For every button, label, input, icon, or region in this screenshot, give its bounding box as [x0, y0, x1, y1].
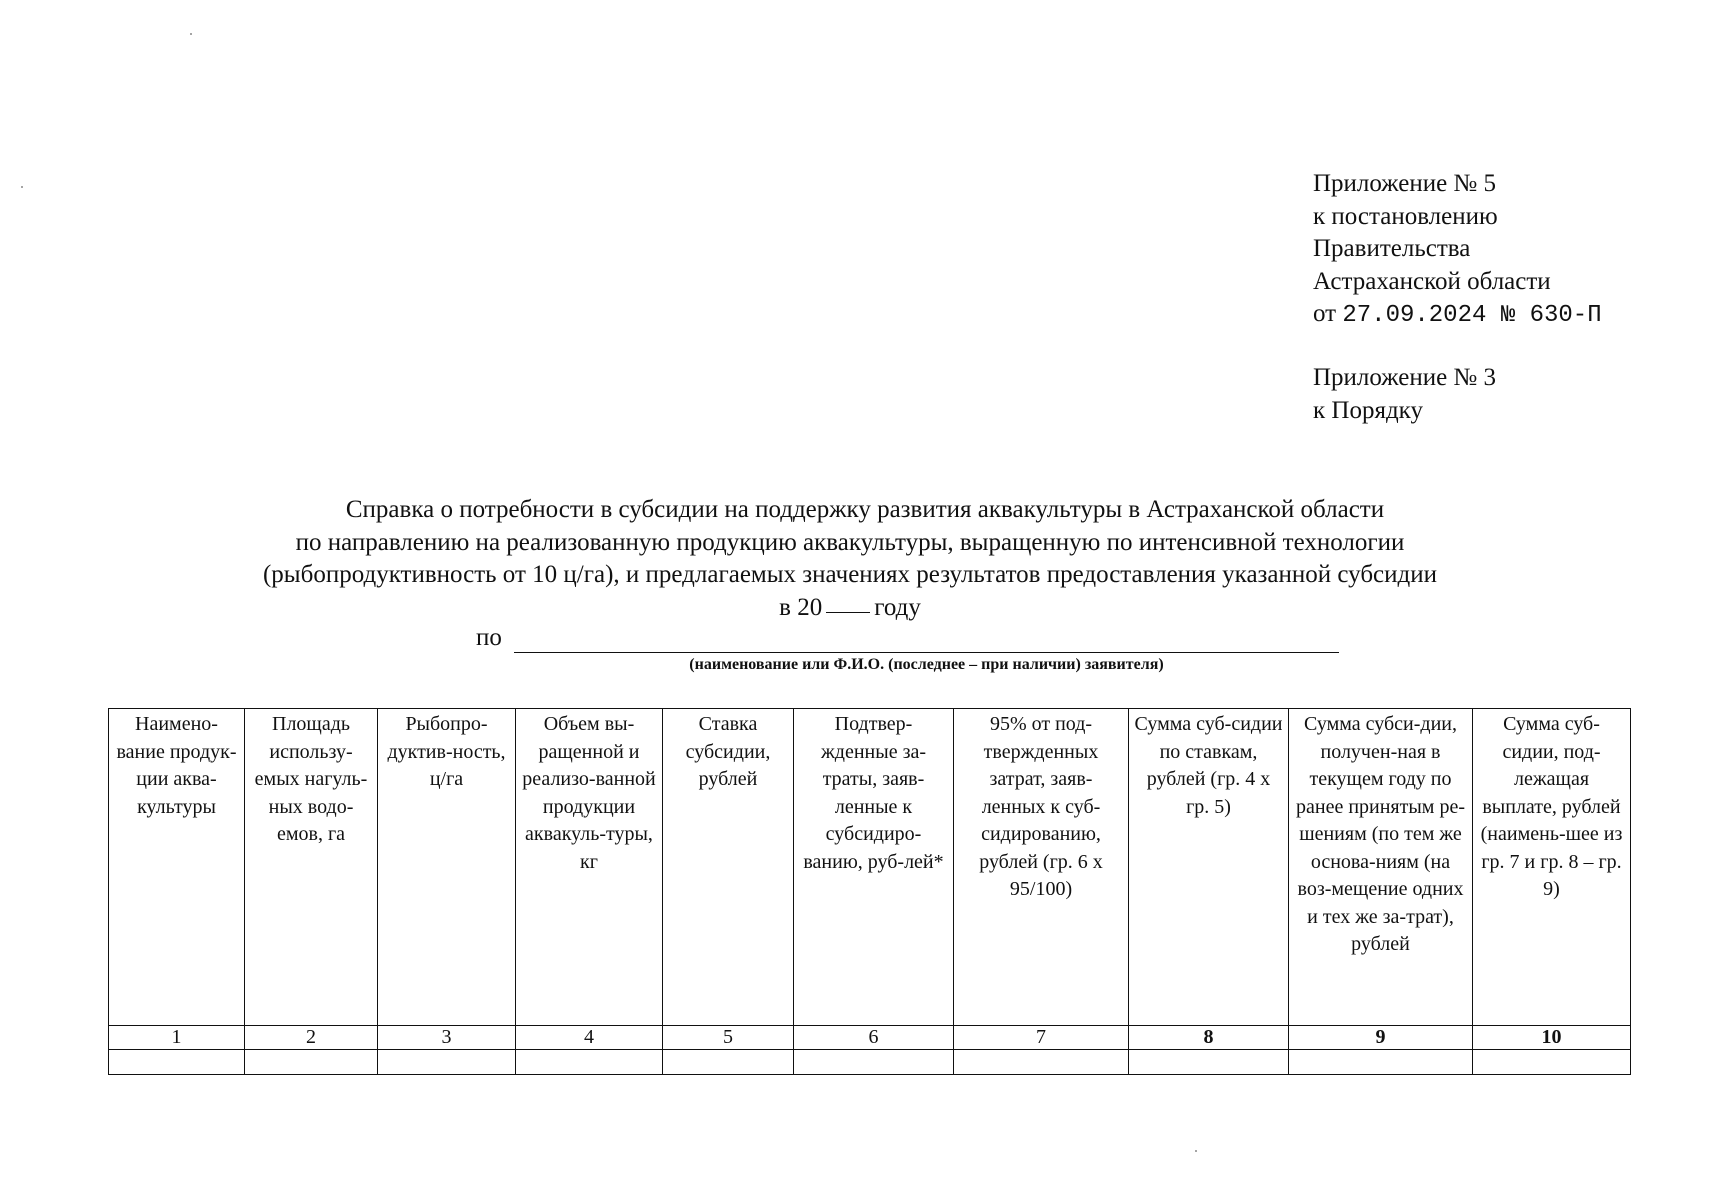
- title-line: по направлению на реализованную продукцию аквакультуры, выращенную по интенсивной технологии: [295, 528, 1405, 556]
- table-cell[interactable]: [1129, 1050, 1289, 1075]
- appendix-3-line: к Порядку: [1313, 396, 1423, 424]
- column-number: 9: [1289, 1026, 1473, 1050]
- scan-speck: [21, 186, 23, 188]
- applicant-prefix: по: [476, 624, 502, 651]
- table-row: [109, 1050, 1631, 1075]
- column-number-row: [109, 1026, 1631, 1050]
- appendix-5-date-line: [1313, 298, 1602, 333]
- appendix-5-block: [1313, 168, 1602, 333]
- table-cell[interactable]: [1289, 1050, 1473, 1075]
- column-number: 5: [663, 1026, 794, 1050]
- column-number: 10: [1473, 1026, 1631, 1050]
- date-prefix: от: [1313, 300, 1337, 327]
- column-header: Ставка субсидии, рублей: [663, 709, 794, 1026]
- column-header: Рыбопро-дуктив-ность, ц/га: [378, 709, 516, 1026]
- column-number: 8: [1129, 1026, 1289, 1050]
- column-header: Объем вы-ращенной и реализо-ванной продукции аквакуль-туры, кг: [516, 709, 663, 1026]
- appendix-5-line: к постановлению: [1313, 202, 1498, 230]
- column-number: 3: [378, 1026, 516, 1050]
- title-line: (рыбопродуктивность от 10 ц/га), и предлагаемых значениях результатов предоставления указанной субсидии: [262, 561, 1438, 588]
- column-header: Площадь использу-емых нагуль-ных водо-емов, га: [245, 709, 378, 1026]
- column-number: 1: [109, 1026, 245, 1050]
- table-cell[interactable]: [794, 1050, 954, 1075]
- column-number: 6: [794, 1026, 954, 1050]
- year-prefix: в 20: [779, 593, 823, 621]
- appendix-5-line: Правительства: [1313, 235, 1471, 262]
- document-title: [150, 494, 1550, 624]
- column-header: Подтвер-жденные за-траты, заяв-ленные к субсидиро-ванию, руб-лей*: [794, 709, 954, 1026]
- column-number: 7: [954, 1026, 1129, 1050]
- appendix-3-line: Приложение № 3: [1313, 364, 1497, 391]
- year-blank: [826, 594, 870, 613]
- table-cell[interactable]: [109, 1050, 245, 1075]
- table-cell[interactable]: [245, 1050, 378, 1075]
- column-header: 95% от под-твержденных затрат, заяв-ленных к суб-сидированию, рублей (гр. 6 х 95/100): [954, 709, 1129, 1026]
- column-number: 2: [245, 1026, 378, 1050]
- table-header-row: [109, 709, 1631, 1026]
- applicant-blank-line: [514, 652, 1339, 653]
- title-line: Справка о потребности в субсидии на поддержку развития аквакультуры в Астраханской области: [345, 496, 1385, 523]
- appendix-3-block: [1313, 362, 1496, 427]
- appendix-5-line: Приложение № 5: [1313, 170, 1497, 197]
- appendix-5-line: Астраханской области: [1313, 267, 1551, 295]
- year-suffix: году: [874, 593, 921, 621]
- column-header: Сумма суб-сидии по ставкам, рублей (гр. 4 х гр. 5): [1129, 709, 1289, 1026]
- subsidy-table: [108, 708, 1631, 1075]
- table-cell[interactable]: [516, 1050, 663, 1075]
- column-number: 4: [516, 1026, 663, 1050]
- scan-speck: [190, 33, 192, 35]
- table-cell[interactable]: [378, 1050, 516, 1075]
- table-cell[interactable]: [1473, 1050, 1631, 1075]
- table-cell[interactable]: [954, 1050, 1129, 1075]
- applicant-caption: (наименование или Ф.И.О. (последнее – при наличии) заявителя): [689, 656, 1164, 673]
- column-header: Сумма суб-сидии, под-лежащая выплате, рублей (наимень-шее из гр. 7 и гр. 8 – гр. 9): [1473, 709, 1631, 1026]
- column-header: Наимено-вание продук-ции аква-культуры: [109, 709, 245, 1026]
- resolution-date-number: 27.09.2024 № 630-П: [1342, 302, 1602, 329]
- column-header: Сумма субси-дии, получен-ная в текущем году по ранее принятым ре-шениям (по тем же основа-ниям (на воз-мещение одних и тех же за-трат), рублей: [1289, 709, 1473, 1026]
- title-year-line: [150, 592, 1550, 625]
- scan-speck: [1195, 1150, 1197, 1152]
- table-cell[interactable]: [663, 1050, 794, 1075]
